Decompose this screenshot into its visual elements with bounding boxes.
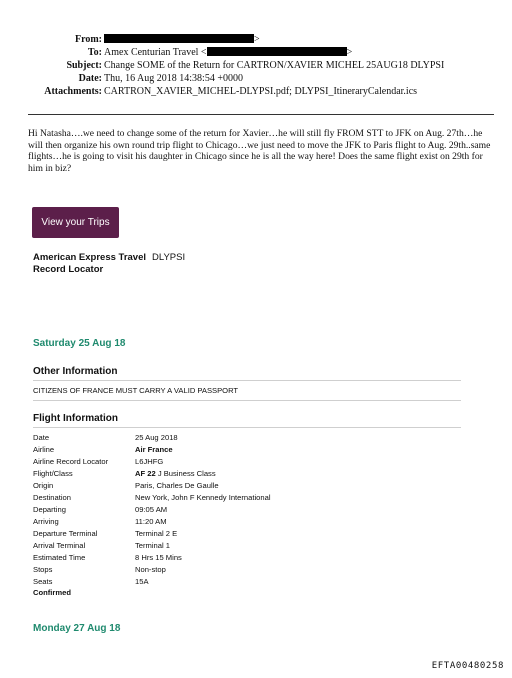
table-row: Flight/Class AF 22 J Business Class (33, 469, 216, 478)
view-trips-button[interactable]: View your Trips (32, 207, 119, 238)
subject-value: Change SOME of the Return for CARTRON/XAVIER MICHEL 25AUG18 DLYPSI (104, 60, 445, 71)
table-row: Airline Record Locator L6JHFG (33, 457, 164, 466)
other-info-title: Other Information (33, 366, 118, 377)
passport-note: CITIZENS OF FRANCE MUST CARRY A VALID PASSPORT (33, 386, 239, 395)
redaction-bar (207, 47, 347, 56)
table-row: Departure Terminal Terminal 2 E (33, 529, 178, 538)
confirmed-status: Confirmed (33, 588, 71, 597)
redaction-bar (104, 34, 254, 43)
from-value: > (104, 34, 260, 46)
attachments-value: CARTRON_XAVIER_MICHEL-DLYPSI.pdf; DLYPSI_ItineraryCalendar.ics (104, 86, 418, 97)
flight-info-title: Flight Information (33, 413, 118, 424)
from-label: From: (74, 34, 102, 45)
table-row: Arriving 11:20 AM (33, 517, 167, 526)
attachments-label: Attachments: (44, 86, 102, 97)
table-row: Destination New York, John F Kennedy International (33, 493, 271, 502)
table-row: Estimated Time 8 Hrs 15 Mins (33, 553, 182, 562)
day-heading-sat: Saturday 25 Aug 18 (33, 338, 126, 349)
section-divider (33, 427, 461, 428)
section-divider (33, 400, 461, 401)
table-row: Airline Air France (33, 445, 173, 454)
flight-class: J Business Class (157, 469, 216, 478)
date-value: Thu, 16 Aug 2018 14:38:54 +0000 (104, 73, 243, 84)
flight-number: AF 22 (135, 469, 156, 478)
table-row: Origin Paris, Charles De Gaulle (33, 481, 219, 490)
subject-label: Subject: (66, 60, 102, 71)
to-label: To: (87, 47, 102, 58)
date-label: Date: (78, 73, 102, 84)
email-body: Hi Natasha….we need to change some of the return for Xavier…he will still fly FROM STT to JFK on Aug. 27th…he will then organize his own round trip flight to Chicago…we just need to move the JFK to Paris flight to Aug. 29th..same flights…he is going to visit his daughter in Chicago since he is all the way here! Does the same flight exist on 29th for him in biz? (28, 128, 491, 174)
section-divider (33, 380, 461, 381)
table-row: Departing 09:05 AM (33, 505, 168, 514)
day-heading-mon: Monday 27 Aug 18 (33, 623, 121, 634)
document-id: EFTA00480258 (431, 661, 504, 671)
to-value: Amex Centurian Travel < > (104, 47, 353, 58)
flight-info-table (33, 432, 463, 588)
table-row: Stops Non-stop (33, 565, 166, 574)
table-row: Seats 15A (33, 577, 149, 586)
table-row: Date 25 Aug 2018 (33, 433, 178, 442)
header-divider (28, 114, 494, 115)
record-locator-label: Record Locator (33, 264, 104, 275)
table-row: Arrival Terminal Terminal 1 (33, 541, 171, 550)
agency-name: American Express Travel (33, 252, 147, 263)
agency-block (33, 252, 185, 276)
record-code: DLYPSI (152, 252, 186, 263)
